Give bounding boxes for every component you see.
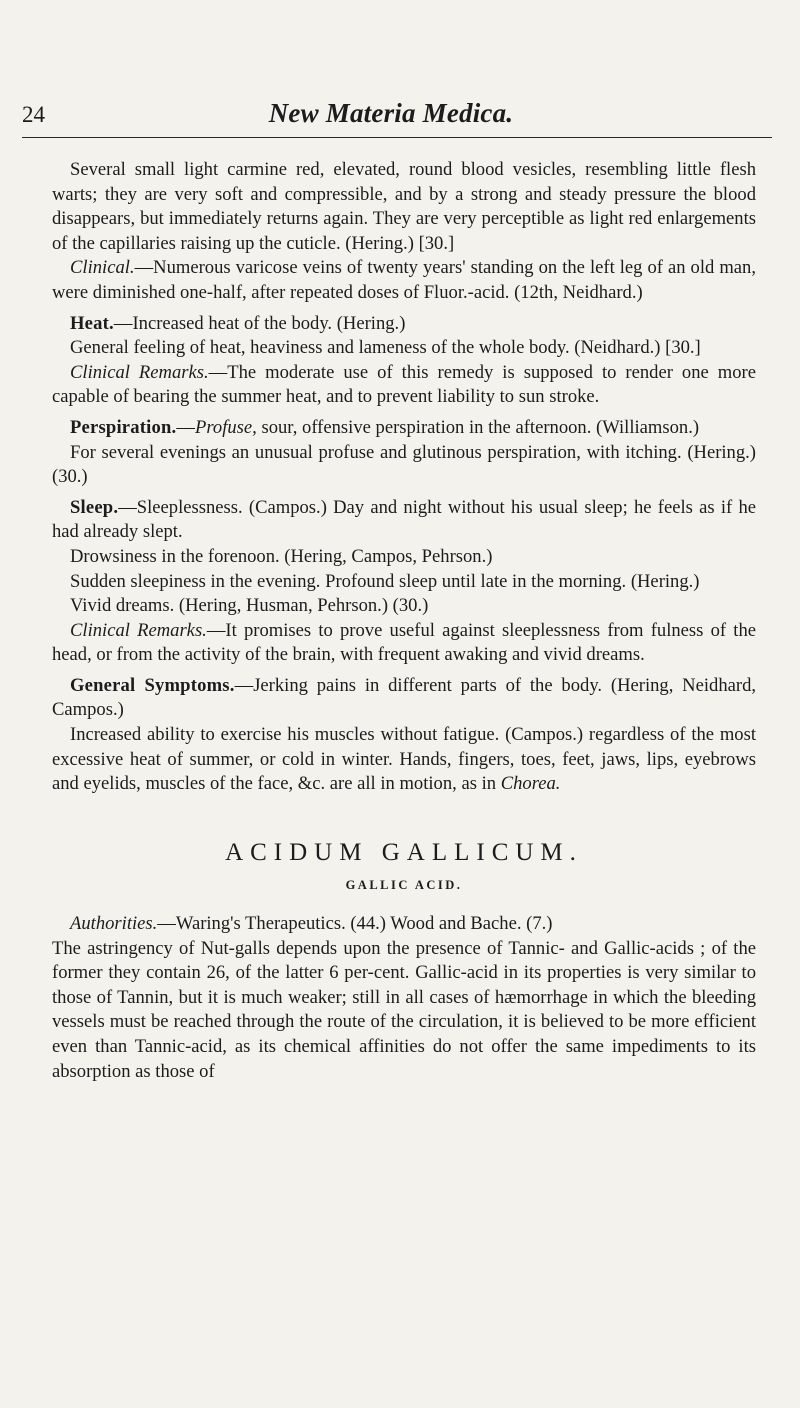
section-title: ACIDUM GALLICUM. [225,838,583,866]
perspiration-dash: — [176,416,195,438]
heat-paragraph-2: General feeling of heat, heaviness and lameness of the whole body. (Neidhard.) [30.] [70,337,701,359]
varicose-paragraph [52,256,756,305]
authorities-text: —Waring's Therapeutics. (44.) Wood and Bache. (7.) [157,913,553,935]
authorities-label: Authorities. [70,913,158,935]
sleep-paragraph [52,496,756,545]
sleep-remarks-label: Clinical Remarks. [70,619,207,641]
general-symptoms-heading: General Symptoms. [70,674,235,696]
section-subtitle: GALLIC ACID. [345,878,463,893]
page-number: 24 [22,102,45,127]
heat-remarks-text: —The moderate use of this remedy is supposed to render one more capable of bearing the summer heat, and to prevent liability to sun stroke. [52,361,756,408]
gallic-acid-paragraph: The astringency of Nut-galls depends upon the presence of Tannic- and Gallic-acids ; of the former they contain 26, of the latter 6 per-cent. Gallic-acid in its properties is very similar to those of Tannin, but it is much weaker; still in all cases of hæmorrhage in which the bleeding vessels must be reached through the route of the circulation, it is believed to be more efficient even than Tannic-acid, as its chemical affinities do not offer the same impediments to its absorption as those of [52,937,756,1082]
vesicles-paragraph: Several small light carmine red, elevated, round blood vesicles, resembling little flesh warts; they are very soft and compressible, and by a strong and steady pressure the blood disappears, but immediately returns again. They are very perceptible as light red enlargements of the capillaries raising up the cuticle. (Hering.) [30.] [52,159,756,254]
page-body [52,158,756,1084]
sleep-remarks-text: —It promises to prove useful against sleeplessness from fulness of the head, or from the activity of the brain, with frequent awaking and vivid dreams. [52,619,756,666]
heat-remarks-paragraph [52,361,756,410]
chorea-term: Chorea. [500,773,561,795]
authorities-paragraph [52,912,756,937]
clinical-text: —Numerous varicose veins of twenty years' standing on the left leg of an old man, were diminished one-half, after repeated doses of Fluor.-acid. (12th, Neidhard.) [52,257,756,303]
sleep-heading: Sleep. [70,496,119,518]
heat-text: —Increased heat of the body. (Hering.) [113,312,406,334]
page-header [22,98,760,136]
sleep-paragraph-3: Sudden sleepiness in the evening. Profound sleep until late in the morning. (Hering.) [70,570,700,592]
sleep-remarks-paragraph [52,619,756,668]
heat-remarks-label: Clinical Remarks. [70,361,209,383]
general-symptoms-paragraph-2 [52,723,756,797]
heat-heading: Heat. [70,312,114,334]
sleep-paragraph-4: Vivid dreams. (Hering, Husman, Pehrson.) (30.) [70,595,429,617]
perspiration-text: sour, offensive perspiration in the afternoon. (Williamson.) [256,416,700,438]
perspiration-profuse: Profuse, [195,416,257,438]
sleep-text: —Sleeplessness. (Campos.) Day and night without his usual sleep; he feels as if he had already slept. [52,496,756,543]
perspiration-paragraph-2: For several evenings an unusual profuse and glutinous perspiration, with itching. (Hering.) (30.) [52,441,756,488]
general-symptoms-paragraph [52,674,756,723]
clinical-label: Clinical. [70,257,135,279]
heat-paragraph [52,312,756,337]
general-symptoms-text-2: Increased ability to exercise his muscles without fatigue. (Campos.) regardless of the most excessive heat of summer, or cold in winter. Hands, fingers, toes, feet, jaws, lips, eyebrows and eyelids, muscles of the face, &c. are all in motion, as in [52,724,756,795]
perspiration-paragraph [52,416,756,441]
header-rule [22,137,772,138]
perspiration-heading: Perspiration. [70,416,177,438]
running-title: New Materia Medica. [268,98,514,128]
general-symptoms-text: —Jerking pains in different parts of the body. (Hering, Neidhard, Campos.) [52,674,757,721]
sleep-paragraph-2: Drowsiness in the forenoon. (Hering, Campos, Pehrson.) [70,545,493,567]
